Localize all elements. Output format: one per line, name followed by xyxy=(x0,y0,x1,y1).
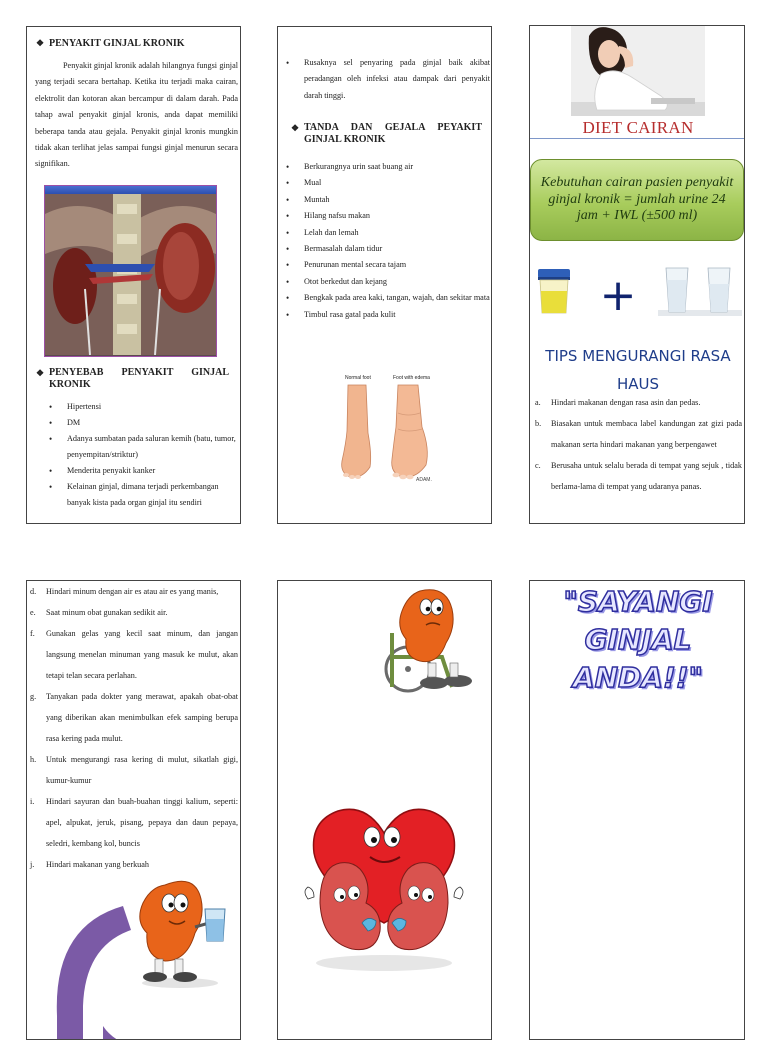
tips-list-continued xyxy=(30,581,238,875)
list-item: • Lelah dan lemah xyxy=(282,225,490,241)
edema-foot-label: Foot with edema xyxy=(393,375,430,381)
list-item: • Bermasalah dalam tidur xyxy=(282,241,490,257)
list-item: i. Hindari sayuran dan buah-buahan tinggi kalium, seperti: apel, alpukat, jeruk, pisang, pepaya dan daun pepaya, seledri, kembang kol, buncis xyxy=(30,791,238,854)
list-item: • DM xyxy=(45,415,238,431)
list-item: • Kelainan ginjal, dimana terjadi perkembangan banyak kista pada organ ginjal itu sendiri xyxy=(45,479,238,511)
list-item: • Penurunan mental secara tajam xyxy=(282,257,490,273)
list-item: • Adanya sumbatan pada saluran kemih (batu, tumor, penyempitan/striktur) xyxy=(45,431,238,463)
panel-tips-continued xyxy=(26,580,241,1040)
list-item: • Hilang nafsu makan xyxy=(282,208,490,224)
section-heading-causes: ❖ PENYEBAB PENYAKIT GINJAL KRONIK xyxy=(36,367,229,390)
list-item: j. Hindari makanan yang berkuah xyxy=(30,854,238,875)
list-item: f. Gunakan gelas yang kecil saat minum, dan jangan langsung menelan minuman yang masuk ke mulut, akan tetapi telan secara perlahan. xyxy=(30,623,238,686)
diet-title: DIET CAIRAN xyxy=(582,118,694,137)
list-item: h. Untuk mengurangi rasa kering di mulut, sikatlah gigi, kumur-kumur xyxy=(30,749,238,791)
list-marker: a. xyxy=(535,398,541,407)
kidney-mascot-wheelchair-illustration xyxy=(382,587,478,701)
edema-feet-illustration xyxy=(332,375,452,487)
list-item: e. Saat minum obat gunakan sedikit air. xyxy=(30,602,238,623)
section-heading-ckd: ❖ PENYAKIT GINJAL KRONIK xyxy=(36,38,185,49)
image-credit: ADAM. xyxy=(416,477,432,483)
diamond-bullet-icon: ❖ xyxy=(36,38,45,48)
list-item: • Menderita penyakit kanker xyxy=(45,463,238,479)
fluid-formula-box xyxy=(530,159,744,241)
panel-fluid-diet xyxy=(529,25,745,524)
list-marker: e. xyxy=(30,608,36,617)
heart-with-kidneys-illustration xyxy=(296,803,472,973)
list-item: • Berkurangnya urin saat buang air xyxy=(282,159,490,175)
ckd-intro-paragraph: Penyakit ginjal kronik adalah hilangnya fungsi ginjal yang terjadi secara bertahap. Ketika itu terjadi maka cairan, elektrolit dan kotoran akan bercampur di dalam darah. Pada tahap awal penyakit ginjal kronis, anda dapat memiliki beberapa tanda atau gejala. Penyakit ginjal kronis mungkin tidak akan terlihat jelas sampai fungsi ginjal menurun secara signifikan. xyxy=(35,61,238,169)
list-item: • Timbul rasa gatal pada kulit xyxy=(282,307,490,323)
list-item: g. Tanyakan pada dokter yang merawat, apakah obat-obat yang diberikan akan menimbulkan efek samping berupa rasa kering pada mulut. xyxy=(30,686,238,749)
sad-woman-photo xyxy=(571,26,705,116)
list-item: a. Hindari makanan dengan rasa asin dan pedas. xyxy=(535,392,742,413)
list-marker: d. xyxy=(30,587,37,596)
slogan-line-2: GINJAL xyxy=(584,623,692,656)
panel-symptoms xyxy=(277,26,492,524)
decorative-purple-arc xyxy=(53,906,133,1040)
window-titlebar xyxy=(45,186,216,194)
kidney-mascot-with-glass-illustration xyxy=(125,877,235,989)
panel-ckd-intro xyxy=(26,26,241,524)
fluid-formula-text: Kebutuhan cairan pasien penyakit ginjal kronik = jumlah urine 24 jam + IWL (±500 ml) xyxy=(540,175,734,224)
kidney-anatomy-illustration xyxy=(44,185,217,357)
list-marker: b. xyxy=(535,419,542,428)
diamond-bullet-icon: ❖ xyxy=(291,123,300,133)
diamond-bullet-icon: ❖ xyxy=(36,368,45,378)
list-item: • Mual xyxy=(282,175,490,191)
list-item: • Hipertensi xyxy=(45,399,238,415)
list-item: • Rusaknya sel penyaring pada ginjal baik akibat peradangan oleh infeksi atau dampak dari penyakit darah tinggi. xyxy=(282,55,490,104)
list-marker: f. xyxy=(30,629,35,638)
list-item: • Muntah xyxy=(282,192,490,208)
list-marker: h. xyxy=(30,755,37,764)
symptoms-list xyxy=(282,159,490,323)
cause-continued-list xyxy=(282,55,490,104)
panel-mascots xyxy=(277,580,492,1040)
slogan-line-3: ANDA!!" xyxy=(572,661,704,694)
list-item: b. Biasakan untuk membaca label kandungan zat gizi pada makanan serta hindari makanan yang berpengawet xyxy=(535,413,742,455)
normal-foot-label: Normal foot xyxy=(345,375,371,381)
list-marker: c. xyxy=(535,461,541,470)
panel-slogan xyxy=(529,580,745,1040)
water-glass-icon xyxy=(658,266,742,316)
list-item: • Bengkak pada area kaki, tangan, wajah, dan sekitar mata xyxy=(282,290,490,306)
list-item: • Otot berkedut dan kejang xyxy=(282,274,490,290)
list-item: c. Berusaha untuk selalu berada di tempat yang sejuk , tidak berlama-lama di tempat yang udaranya panas. xyxy=(535,455,742,497)
list-item: d. Hindari minum dengan air es atau air es yang manis, xyxy=(30,581,238,602)
tips-title: TIPS MENGURANGI RASA HAUS xyxy=(545,347,731,393)
section-heading-symptoms: ❖ TANDA DAN GEJALA PEYAKIT GINJAL KRONIK xyxy=(291,122,482,145)
list-marker: i. xyxy=(30,797,35,806)
list-marker: g. xyxy=(30,692,37,701)
plus-sign: + xyxy=(599,270,637,321)
causes-list xyxy=(45,399,238,511)
divider xyxy=(530,138,745,139)
tips-list xyxy=(535,392,742,497)
list-marker: j. xyxy=(30,860,35,869)
urine-sample-cup-icon xyxy=(536,269,572,315)
slogan-line-1: "SAYANGI xyxy=(563,585,713,618)
